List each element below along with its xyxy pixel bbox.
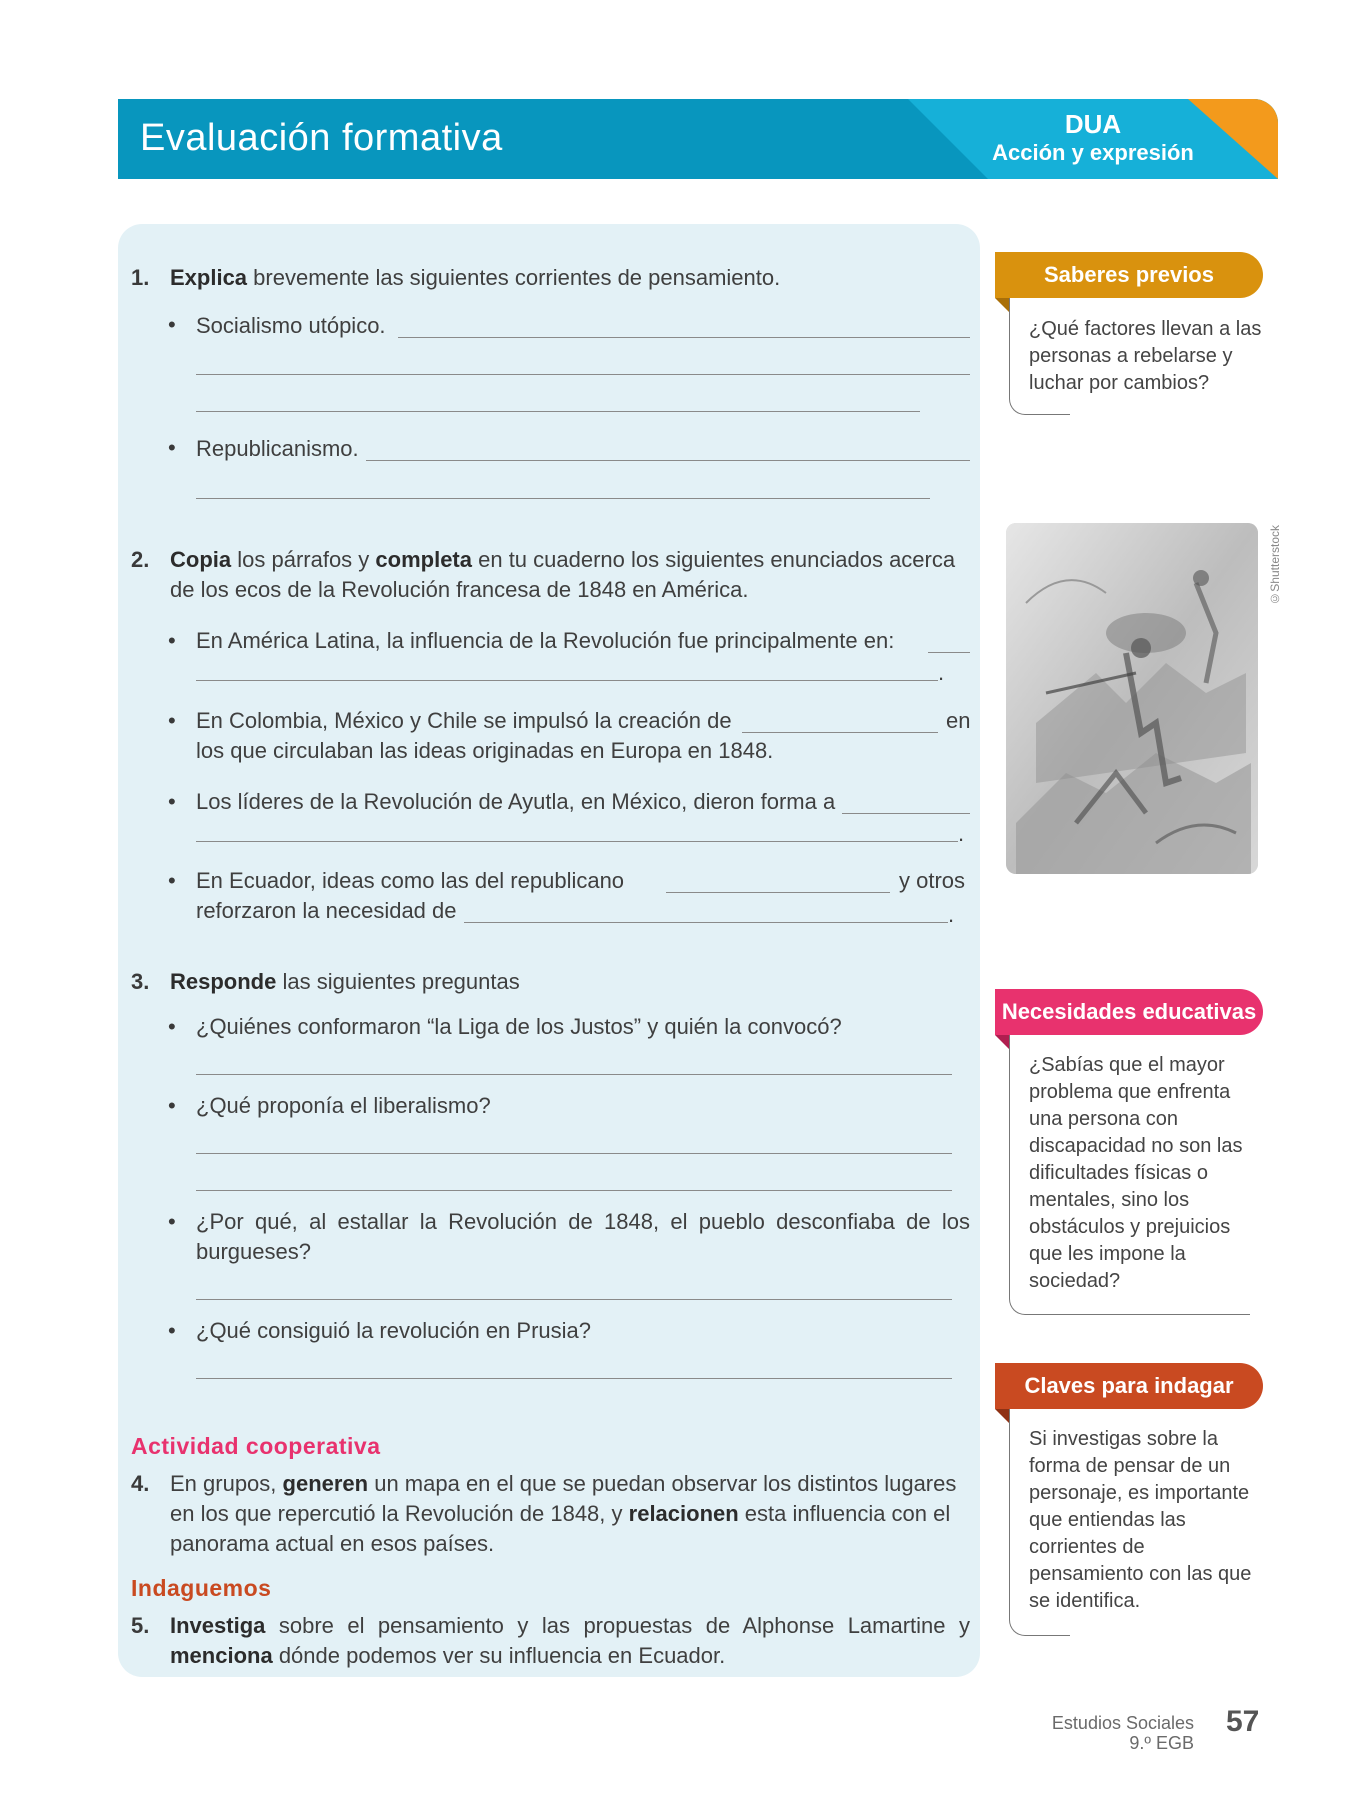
q3-verb: Responde (170, 969, 277, 994)
q2-mid: los párrafos y (231, 547, 376, 572)
q4-verb2: relacionen (628, 1501, 739, 1526)
q3-item3-cont: burgueses? (196, 1239, 311, 1264)
q4-line1 (170, 1469, 956, 1499)
q2-text-line1 (170, 545, 955, 575)
q3-item2: ¿Qué proponía el liberalismo? (196, 1093, 491, 1118)
q2-number: 2. (131, 547, 150, 572)
bullet: • (168, 1209, 176, 1234)
period: . (958, 821, 965, 846)
image-credit: ©Shutterstock (1268, 525, 1282, 606)
answer-line[interactable] (928, 652, 970, 653)
page-title: Evaluación formativa (140, 117, 503, 159)
necesidades-line: que les impone la (1029, 1243, 1186, 1265)
q5-verb1: Investiga (170, 1613, 266, 1638)
q3-item3: ¿Por qué, al estallar la Revolución de 1848, el pueblo desconfiaba de los (196, 1209, 970, 1234)
claves-line: corrientes de (1029, 1536, 1145, 1558)
q4-l1c: un mapa en el que se puedan observar los distintos lugares (368, 1471, 957, 1496)
necesidades-line: mentales, sino los (1029, 1189, 1190, 1211)
answer-line[interactable] (742, 732, 938, 733)
q2-item2-c: los que circulaban las ideas originadas en Europa en 1848. (196, 738, 774, 763)
answer-line[interactable] (196, 411, 920, 412)
saberes-line: luchar por cambios? (1029, 372, 1210, 394)
q2-verb1: Copia (170, 547, 232, 572)
bullet: • (168, 1014, 176, 1039)
bullet: • (168, 1318, 176, 1343)
header-banner (118, 99, 1278, 179)
q4-l1a: En grupos, (170, 1471, 283, 1496)
period: . (938, 660, 945, 685)
answer-line[interactable] (196, 1299, 952, 1300)
q2-item3: Los líderes de la Revolución de Ayutla, en México, dieron forma a (196, 789, 836, 814)
bullet: • (168, 435, 176, 460)
q4-l2c: esta influencia con el (738, 1501, 951, 1526)
q1-rest: brevemente las siguientes corrientes de pensamiento. (247, 265, 781, 290)
q2-item4-c: reforzaron la necesidad de (196, 898, 457, 923)
answer-line[interactable] (196, 374, 970, 375)
answer-line[interactable] (464, 922, 948, 923)
answer-line[interactable] (196, 1190, 952, 1191)
q4-number: 4. (131, 1471, 150, 1496)
answer-line[interactable] (196, 1378, 952, 1379)
dua-subtitle: Acción y expresión (992, 140, 1194, 165)
bullet: • (168, 868, 176, 893)
answer-line[interactable] (666, 892, 890, 893)
answer-line[interactable] (842, 813, 970, 814)
dua-badge (978, 109, 1208, 167)
indag-title: Indaguemos (131, 1575, 272, 1601)
q5-line1 (170, 1611, 970, 1641)
answer-line[interactable] (196, 1153, 952, 1154)
ribbon-fold (995, 1035, 1009, 1049)
q3-item1: ¿Quiénes conformaron “la Liga de los Justos” y quién la convocó? (196, 1014, 842, 1039)
q2-item2-b: en (946, 708, 971, 733)
answer-line[interactable] (196, 498, 930, 499)
necesidades-line: dificultades físicas o (1029, 1162, 1208, 1184)
q4-line3: panorama actual en esos países. (170, 1531, 495, 1556)
q4-line2 (170, 1499, 950, 1529)
q1-verb: Explica (170, 265, 248, 290)
q2-item4-a: En Ecuador, ideas como las del republicano (196, 868, 625, 893)
bullet: • (168, 789, 176, 814)
saberes-header: Saberes previos (995, 252, 1263, 298)
q3-number: 3. (131, 969, 150, 994)
period: . (948, 902, 955, 927)
bullet: • (168, 1093, 176, 1118)
q2-verb2: completa (375, 547, 472, 572)
footer-subject (1052, 1713, 1194, 1753)
q5-verb2: menciona (170, 1643, 273, 1668)
answer-line[interactable] (196, 680, 938, 681)
claves-line: forma de pensar de un (1029, 1455, 1231, 1477)
q5-l2b: dónde podemos ver su influencia en Ecuador. (272, 1643, 726, 1668)
necesidades-line: obstáculos y prejuicios (1029, 1216, 1231, 1238)
saberes-line: ¿Qué factores llevan a las (1029, 318, 1262, 340)
answer-line[interactable] (196, 841, 958, 842)
q3-rest: las siguientes preguntas (276, 969, 520, 994)
answer-line[interactable] (366, 460, 970, 461)
footer-subject-text: Estudios Sociales (1051, 1713, 1194, 1733)
claves-line: pensamiento con las que (1029, 1563, 1252, 1585)
necesidades-line: discapacidad no son las (1029, 1135, 1243, 1157)
q1-number: 1. (131, 265, 150, 290)
saberes-line: personas a rebelarse y (1029, 345, 1233, 367)
necesidades-body (1029, 1052, 1242, 1295)
q3-item4: ¿Qué consiguió la revolución en Prusia? (196, 1318, 592, 1343)
answer-line[interactable] (398, 337, 970, 338)
claves-body (1029, 1426, 1251, 1615)
claves-line: personaje, es importante (1029, 1482, 1250, 1504)
q4-verb1: generen (282, 1471, 369, 1496)
q5-number: 5. (131, 1613, 150, 1638)
q2-item4-b: y otros (899, 868, 966, 893)
claves-header: Claves para indagar (995, 1363, 1263, 1409)
q1-item-socialismo: Socialismo utópico. (196, 313, 386, 338)
footer-grade: 9.º EGB (1129, 1733, 1194, 1753)
claves-line: que entiendas las (1029, 1509, 1186, 1531)
necesidades-line: ¿Sabías que el mayor (1029, 1054, 1225, 1076)
necesidades-header: Necesidades educativas (995, 989, 1263, 1035)
q1-text (170, 263, 780, 293)
q2-item2-a: En Colombia, México y Chile se impulsó la creación de (196, 708, 732, 733)
q4-l2a: en los que repercutió la Revolución de 1848, y (170, 1501, 629, 1526)
bullet: • (168, 708, 176, 733)
bullet: • (168, 628, 176, 653)
q2-text-line2: de los ecos de la Revolución francesa de 1848 en América. (170, 577, 749, 602)
revolution-illustration (1006, 523, 1258, 874)
coop-title: Actividad cooperativa (131, 1433, 381, 1459)
page-number: 57 (1226, 1705, 1260, 1738)
saberes-body (1029, 316, 1261, 397)
ribbon-fold (995, 298, 1009, 312)
q5-l1b: sobre el pensamiento y las propuestas de Alphonse Lamartine y (265, 1613, 970, 1638)
bullet: • (168, 312, 176, 337)
claves-line: Si investigas sobre la (1029, 1428, 1218, 1450)
claves-line: se identifica. (1029, 1590, 1141, 1612)
dua-title: DUA (1064, 109, 1122, 139)
q5-line2 (170, 1641, 725, 1671)
necesidades-line: sociedad? (1029, 1270, 1121, 1292)
necesidades-line: problema que enfrenta (1029, 1081, 1231, 1103)
answer-line[interactable] (196, 1074, 952, 1075)
q2-rest: en tu cuaderno los siguientes enunciados acerca (472, 547, 956, 572)
q2-item1: En América Latina, la influencia de la Revolución fue principalmente en: (196, 628, 895, 653)
q1-item-republicanismo: Republicanismo. (196, 436, 359, 461)
ribbon-fold (995, 1409, 1009, 1423)
necesidades-line: una persona con (1029, 1108, 1179, 1130)
q3-text (170, 967, 520, 997)
